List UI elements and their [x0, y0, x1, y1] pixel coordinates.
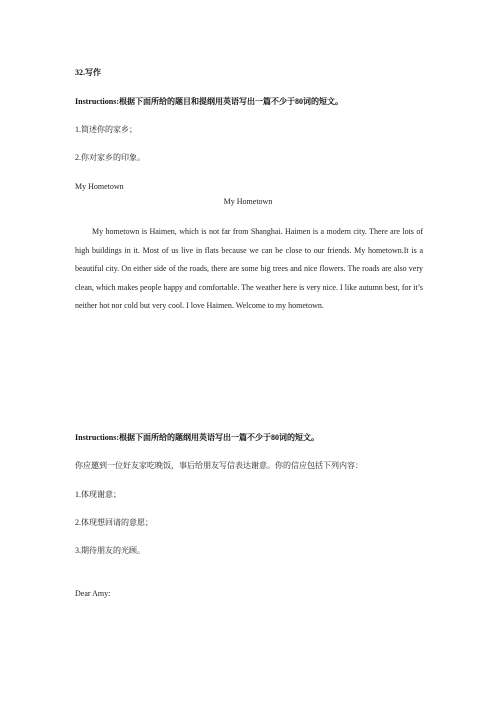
task2-instruction: Instructions:根据下面所给的题纲用英语写出一篇不少于80词的短文。	[75, 433, 320, 442]
letter-salutation: Dear Amy:	[75, 589, 111, 598]
task2-point-2: 2.体现想回请的意愿；	[75, 518, 153, 527]
essay-body: My hometown is Haimen, which is not far from Shanghai. Haimen is a modern city. There are lots of high buildings in it. Most of us live in flats because we can be close to our friends. My hometown.It is a beautiful city. On either side of the roads, there are some big trees and nice flowers. The roads are also very clean, which makes people happy and comfortable. The weather here is very nice. I like autumn best, for it’s neither hot nor cold but very cool. I love Haimen. Welcome to my hometown.	[75, 227, 423, 311]
task1-instruction: Instructions:根据下面所给的题目和提纲用英语写出一篇不少于80词的短文。	[75, 97, 344, 106]
task2-scenario: 你应邀到一位好友家吃晚饭，事后给朋友写信表达谢意。你的信应包括下列内容：	[75, 461, 363, 470]
task2-point-3: 3.期待朋友的光顾。	[75, 546, 145, 555]
task1-prompt-title: My Hometown	[75, 182, 124, 191]
task1-point-2: 2.你对家乡的印象。	[75, 153, 145, 162]
task1-point-1: 1.简述你的家乡；	[75, 125, 137, 134]
essay-title: My Hometown	[223, 197, 273, 206]
section-title: 32.写作	[75, 68, 101, 77]
task2-point-1: 1.体现谢意；	[75, 490, 121, 499]
